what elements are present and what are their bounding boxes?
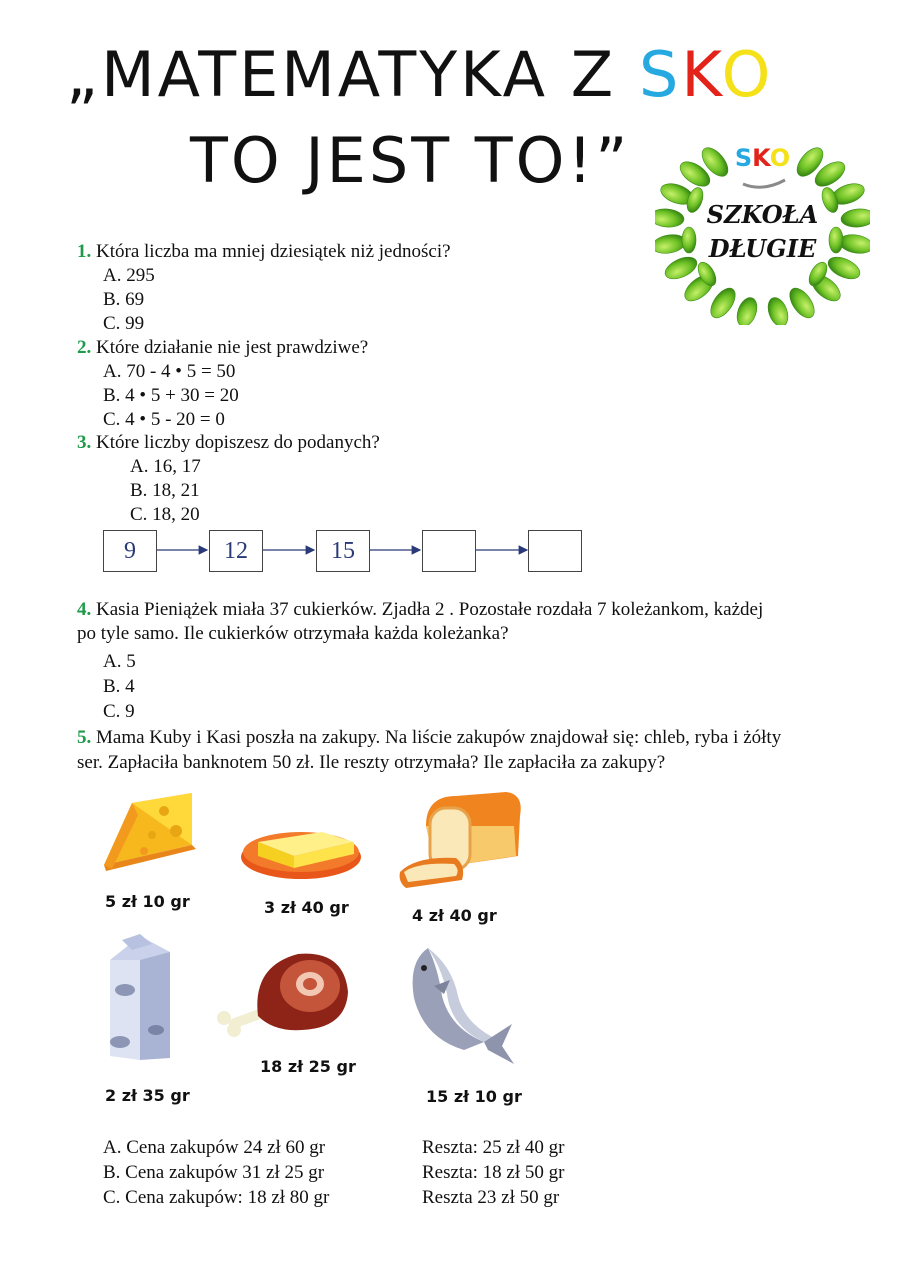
title-line-1 (66, 38, 774, 111)
answer-5a-change: Reszta: 25 zł 40 gr (422, 1137, 565, 1158)
fish-icon (404, 942, 516, 1066)
sequence-box-3: 15 (316, 530, 370, 572)
answer-2a: A. 70 - 4 • 5 = 50 (103, 361, 236, 382)
answer-4c: C. 9 (103, 701, 135, 722)
price-ham: 18 zł 25 gr (260, 1057, 356, 1076)
answer-5a-cost: A. Cena zakupów 24 zł 60 gr (103, 1137, 326, 1158)
answer-5b-cost: B. Cena zakupów 31 zł 25 gr (103, 1162, 325, 1183)
question-number: 2. (77, 337, 92, 358)
answer-1c: C. 99 (103, 313, 145, 334)
answer-3a: A. 16, 17 (130, 456, 201, 477)
answer-3c: C. 18, 20 (130, 504, 200, 525)
question-number: 5. (77, 727, 92, 748)
answer-1b: B. 69 (103, 289, 145, 310)
price-fish: 15 zł 10 gr (426, 1087, 522, 1106)
brand-letter-s: S (638, 38, 682, 111)
logo-line-1: SZKOŁA (706, 200, 819, 229)
answer-2b: B. 4 • 5 + 30 = 20 (103, 385, 239, 406)
logo-brand: SKO (734, 144, 791, 172)
question-number: 1. (77, 241, 92, 262)
brand-letter-k: K (681, 38, 722, 111)
brand-letter-o: O (721, 38, 774, 111)
question-number: 3. (77, 432, 92, 453)
question-2 (77, 336, 368, 360)
price-butter: 3 zł 40 gr (264, 898, 349, 917)
ham-icon (212, 946, 354, 1042)
answer-5c-change: Reszta 23 zł 50 gr (422, 1187, 560, 1208)
cheese-icon (92, 785, 202, 875)
answer-1a: A. 295 (103, 265, 155, 286)
price-milk: 2 zł 35 gr (105, 1086, 190, 1105)
sequence-box-4[interactable] (422, 530, 476, 572)
logo-line-2: DŁUGIE (708, 234, 817, 263)
answer-3b: B. 18, 21 (130, 480, 200, 501)
price-cheese: 5 zł 10 gr (105, 892, 190, 911)
title-prefix: „MATEMATYKA Z (66, 38, 639, 111)
question-4 (77, 598, 763, 622)
question-text: Mama Kuby i Kasi poszła na zakupy. Na liście zakupów znajdował się: chleb, ryba i żółty (91, 727, 782, 748)
sequence-box-2: 12 (209, 530, 263, 572)
butter-icon (236, 812, 366, 882)
question-3 (77, 431, 380, 455)
question-5 (77, 726, 781, 750)
question-text: Kasia Pieniążek miała 37 cukierków. Zjadła 2 . Pozostałe rozdała 7 koleżankom, każdej (91, 599, 764, 620)
title-line-2: TO JEST TO!” (190, 124, 631, 197)
answer-4a: A. 5 (103, 651, 136, 672)
question-number: 4. (77, 599, 92, 620)
answer-5b-change: Reszta: 18 zł 50 gr (422, 1162, 565, 1183)
question-1 (77, 240, 451, 264)
school-logo (655, 140, 870, 325)
question-4-cont: po tyle samo. Ile cukierków otrzymała każda koleżanka? (77, 623, 509, 644)
sequence-box-1: 9 (103, 530, 157, 572)
question-5-cont: ser. Zapłaciła banknotem 50 zł. Ile reszty otrzymała? Ile zapłaciła za zakupy? (77, 752, 666, 773)
bread-icon (396, 786, 526, 898)
question-text: Które działanie nie jest prawdziwe? (91, 337, 369, 358)
price-bread: 4 zł 40 gr (412, 906, 497, 925)
milk-carton-icon (100, 930, 178, 1062)
question-text: Która liczba ma mniej dziesiątek niż jedności? (91, 241, 451, 262)
sequence-box-5[interactable] (528, 530, 582, 572)
answer-5c-cost: C. Cena zakupów: 18 zł 80 gr (103, 1187, 330, 1208)
answer-2c: C. 4 • 5 - 20 = 0 (103, 409, 225, 430)
answer-4b: B. 4 (103, 676, 135, 697)
question-text: Które liczby dopiszesz do podanych? (91, 432, 380, 453)
number-sequence (103, 530, 583, 572)
